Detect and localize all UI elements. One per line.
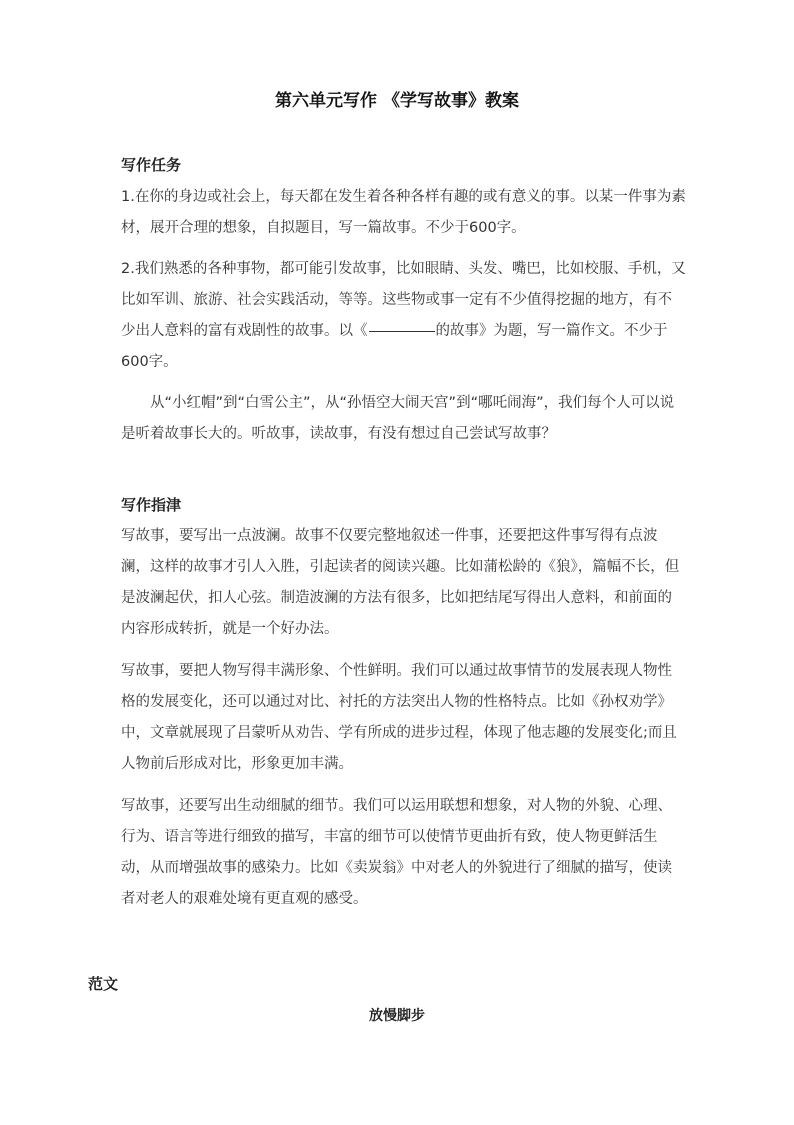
document-title: 第六单元写作 《学写故事》教案 bbox=[275, 91, 519, 111]
guide-paragraph-2: 写故事，要把人物写得丰满形象、个性鲜明。我们可以通过故事情节的发展表现人物性格的发展变化，还可以通过对比、衬托的方法突出人物的性格特点。比如《孙权劝学》中，文章就展现了吕蒙听从劝告、学有所成的进步过程，体现了他志趣的发展变化;而且人物前后形成对比，形象更加丰满。 bbox=[121, 663, 677, 772]
task-2-text-before: 2.我们熟悉的各种事物，都可能引发故事，比如眼睛、头发、嘴巴，比如校服、手机，又比如军训、旅游、社会实践活动，等等。这些物或事一定有不少值得挖掘的地方，有不少出人意料的富有戏剧性的故事。以《 bbox=[121, 261, 686, 339]
section-heading-task: 写作任务 bbox=[121, 156, 182, 174]
section-heading-guide: 写作指津 bbox=[121, 496, 182, 514]
task-paragraph-1 bbox=[121, 182, 686, 244]
intro-paragraph: 从“小红帽”到“白雪公主”，从“孙悟空大闹天宫”到“哪吒闹海”，我们每个人可以说是听着故事长大的。听故事，读故事，有没有想过自己尝试写故事？ bbox=[121, 395, 675, 442]
guide-paragraph-1: 写故事，要写出一点波澜。故事不仅要完整地叙述一件事，还要把这件事写得有点波澜，这样的故事才引人入胜，引起读者的阅读兴趣。比如蒲松龄的《狼》，篇幅不长，但是波澜起伏，扣人心弦。制造波澜的方法有很多，比如把结尾写得出人意料，和前面的内容形成转折，就是一个好办法。 bbox=[121, 528, 680, 637]
task-paragraph-2 bbox=[121, 254, 686, 378]
guide-paragraph-3: 写故事，还要写出生动细腻的细节。我们可以运用联想和想象，对人物的外貌、心理、行为、语言等进行细致的描写，丰富的细节可以使情节更曲折有致，使人物更鲜活生动，从而增强故事的感染力。比如《卖炭翁》中对老人的外貌进行了细腻的描写，使读者对老人的艰难处境有更直观的感受。 bbox=[121, 798, 672, 907]
essay-title: 放慢脚步 bbox=[369, 1008, 425, 1024]
task-1-text: 1.在你的身边或社会上，每天都在发生着各种各样有趣的或有意义的事。以某一件事为素材，展开合理的想象，自拟题目，写一篇故事。不少于600字。 bbox=[121, 189, 686, 236]
section-heading-model-essay: 范文 bbox=[88, 975, 119, 993]
fill-blank-line bbox=[369, 330, 435, 332]
task-2-text-after: 的故事》为题，写一篇作文。不少于600字。 bbox=[121, 323, 668, 370]
